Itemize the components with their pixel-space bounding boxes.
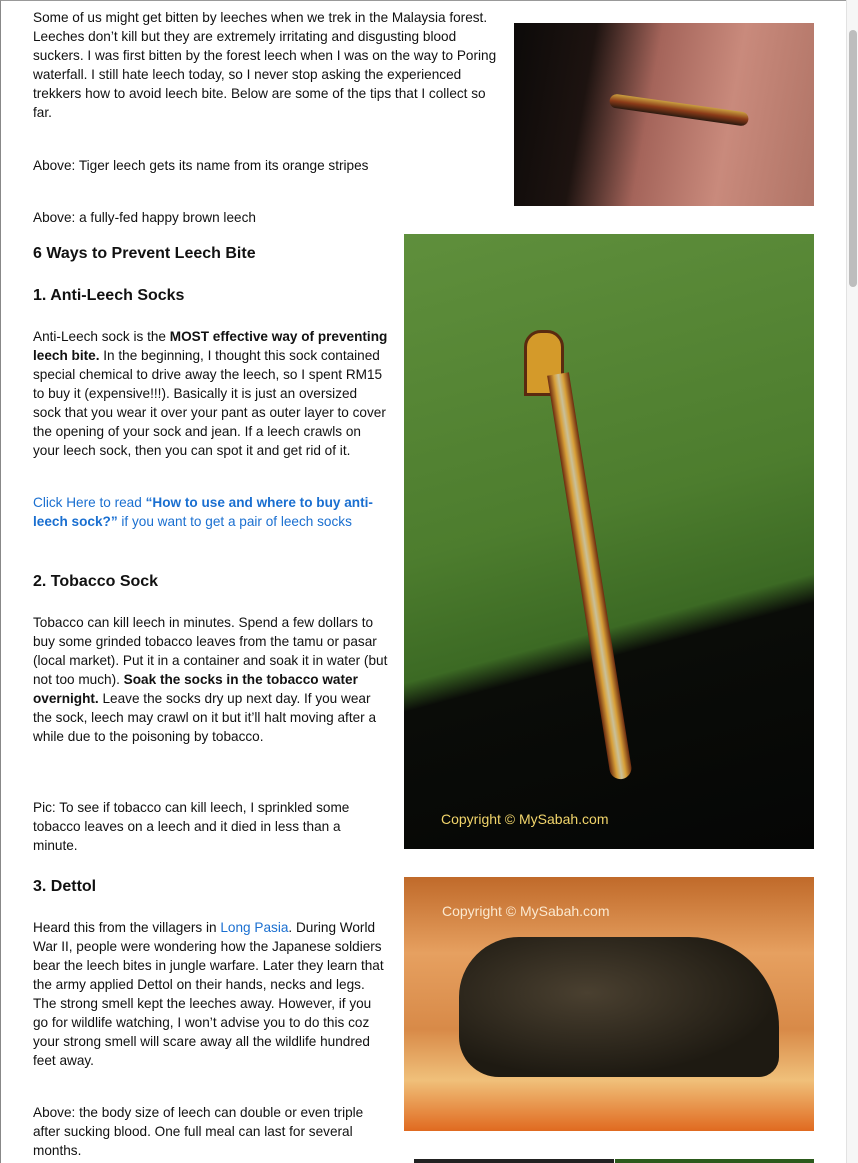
caption-tiger-leech: Above: Tiger leech gets its name from its orange stripes [33,158,369,173]
text: Anti-Leech sock is the [33,329,170,344]
vertical-scrollbar[interactable] [846,0,858,1163]
leech-on-arm-photo [514,23,814,206]
long-pasia-link[interactable]: Long Pasia [220,920,289,935]
text: Tobacco can kill leech in minutes. Spend a few dollars to buy some grinded tobacco leaves from the tamu or pasar (local market). Put it in a container and soak it in water (but not too much). [33,615,388,687]
text: Heard this from the villagers in [33,920,221,935]
link-title: “How to use and where to buy anti-leech sock?” [33,495,373,529]
link-text: Click Here to read [33,495,146,510]
section-title-anti-leech-socks: 1. Anti-Leech Socks [33,287,185,304]
text: . During World War II, people were wondering how the Japanese soldiers bear the leech bites in jungle warfare. Later they learn that the army applied Dettol on their hands, necks and legs. The strong smell kept the leeches away. However, if you go for wildlife watching, I won’t advise you to do this coz your strong smell will scare away all the wildlife hundred feet away. [33,920,384,1068]
brown-leech-photo [404,877,814,1131]
tiger-leech-on-leaf-photo [404,234,814,849]
intro-paragraph: Some of us might get bitten by leeches when we trek in the Malaysia forest. Leeches don’t kill but they are extremely irritating and disgusting blood suckers. I was first bitten by the forest leech when I was on the way to Poring waterfall. I still hate leech today, so I never stop asking the experienced trekkers how to avoid leech bite. Below are some of the tips that I collect so far. [33,10,497,120]
watermark: Copyright © MySabah.com [441,811,609,827]
section-title-tobacco-sock: 2. Tobacco Sock [33,573,159,590]
next-photo-left [414,1159,614,1163]
brown-leech-caption: Above: the body size of leech can double or even triple after sucking blood. One full meal can last for several months. [33,1105,364,1158]
text: In the beginning, I thought this sock contained special chemical to drive away the leech, so I spent RM15 to buy it (expensive!!!). Basically it is just an oversized sock that you wear it over your pant as outer layer to cover the opening of your sock and jean. If a leech crawls on your leech sock, then you can spot it and get rid of it. [33,348,386,458]
section-title-dettol: 3. Dettol [33,878,97,895]
emphasis: MOST effective way of preventing leech bite. [33,329,388,363]
anti-leech-socks-paragraph [33,327,388,460]
emphasis: Soak the socks in the tobacco water overnight. [33,672,358,706]
caption-brown-leech: Above: a fully-fed happy brown leech [33,210,256,225]
link-text: if you want to get a pair of leech socks [117,514,352,529]
anti-leech-sock-link[interactable] [33,495,373,529]
tobacco-pic-caption: Pic: To see if tobacco can kill leech, I sprinkled some tobacco leaves on a leech and it died in less than a minute. [33,800,350,853]
page-heading: 6 Ways to Prevent Leech Bite [33,245,256,262]
anti-leech-sock-link-paragraph [33,493,388,531]
scrollbar-thumb[interactable] [849,30,857,287]
tobacco-sock-paragraph [33,613,388,746]
text: Leave the socks dry up next day. If you wear the sock, leech may crawl on it but it’ll halt moving after a while due to the poisoning by tobacco. [33,691,377,744]
watermark: Copyright © MySabah.com [442,903,610,919]
next-photo-right [615,1159,814,1163]
dettol-paragraph [33,918,388,1070]
